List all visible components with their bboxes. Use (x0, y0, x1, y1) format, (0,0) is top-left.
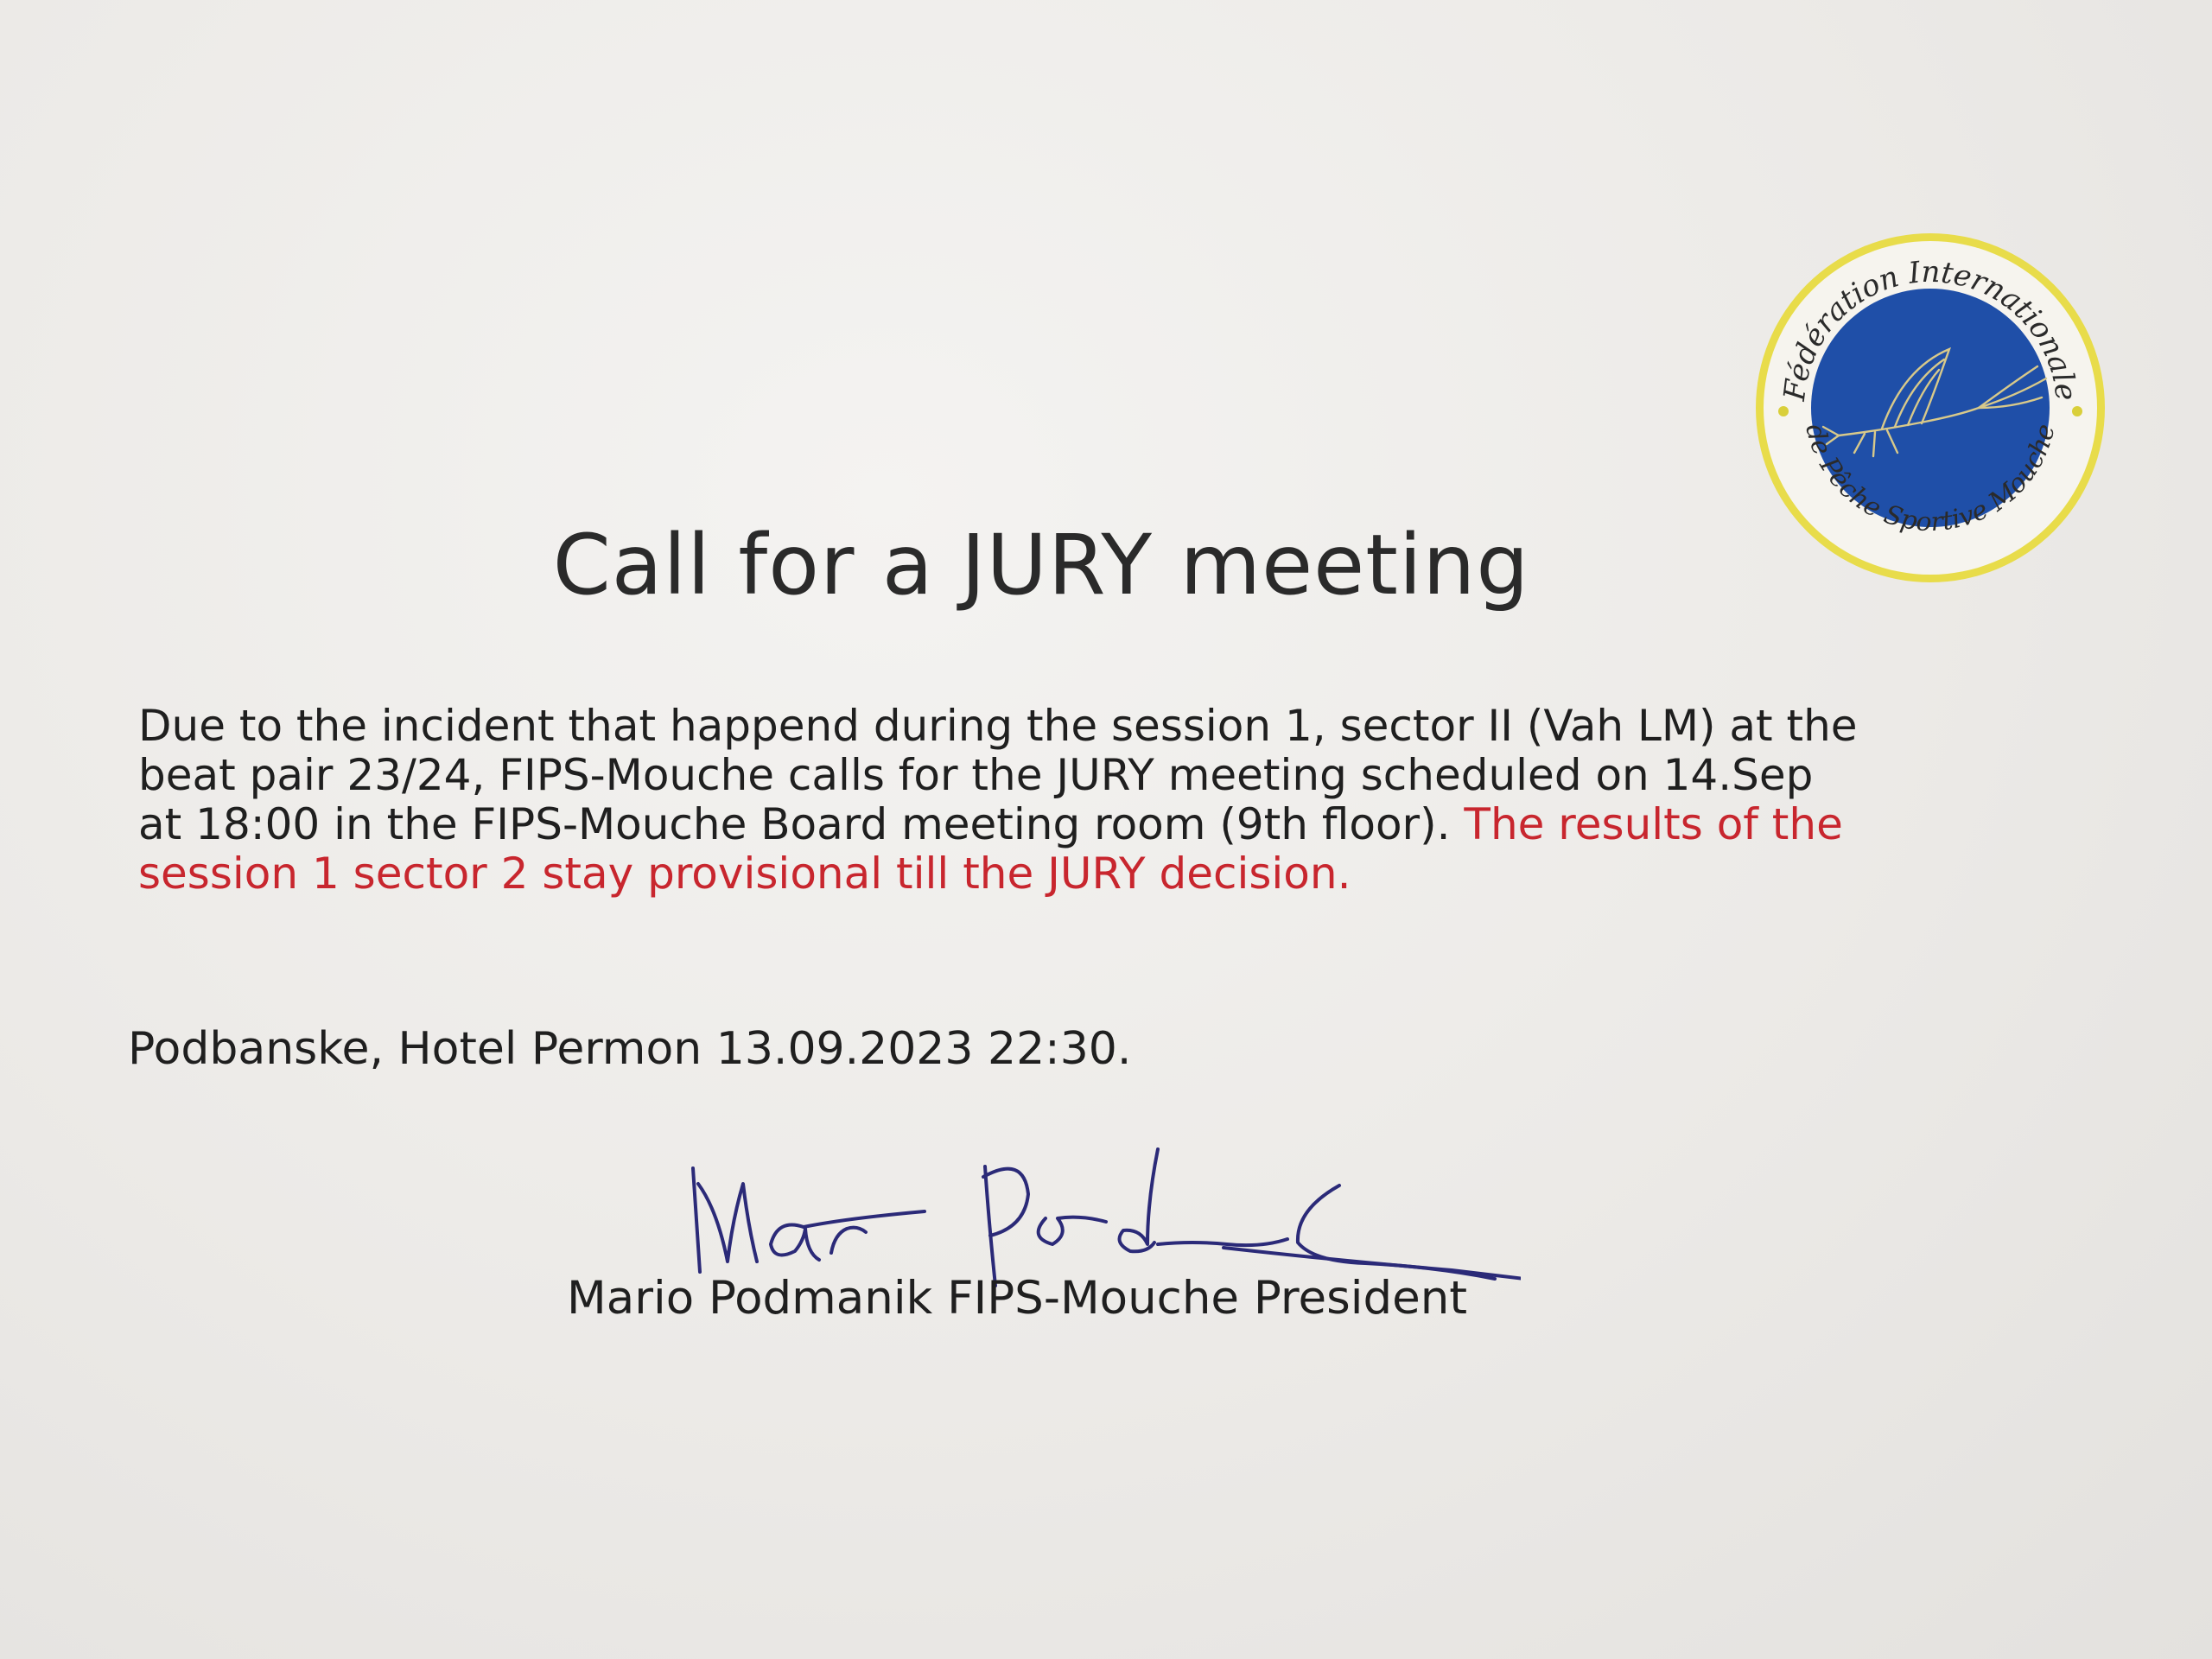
announcement-body (138, 702, 1953, 899)
body-line (138, 800, 1953, 849)
provisional-notice: session 1 sector 2 stay provisional till the JURY decision. (138, 849, 1351, 899)
place-and-date: Podbanske, Hotel Permon 13.09.2023 22:30. (128, 1023, 1132, 1075)
svg-text:Fédération Internationale: Fédération Internationale (1777, 255, 2083, 403)
provisional-notice-start: The results of the (1464, 799, 1843, 849)
body-line: beat pair 23/24, FIPS-Mouche calls for the JURY meeting scheduled on 14.Sep (138, 750, 1814, 800)
page-title: Call for a JURY meeting (552, 517, 1530, 613)
body-line: Due to the incident that happend during the session 1, sector II (Vah LM) at the (138, 701, 1858, 751)
signer-name: Mario Podmanik FIPS-Mouche President (567, 1272, 1468, 1325)
body-line-text: at 18:00 in the FIPS-Mouche Board meeting room (9th floor). (138, 799, 1465, 849)
svg-text:de Pêche Sportive Mouche: de Pêche Sportive Mouche (1799, 421, 2062, 538)
